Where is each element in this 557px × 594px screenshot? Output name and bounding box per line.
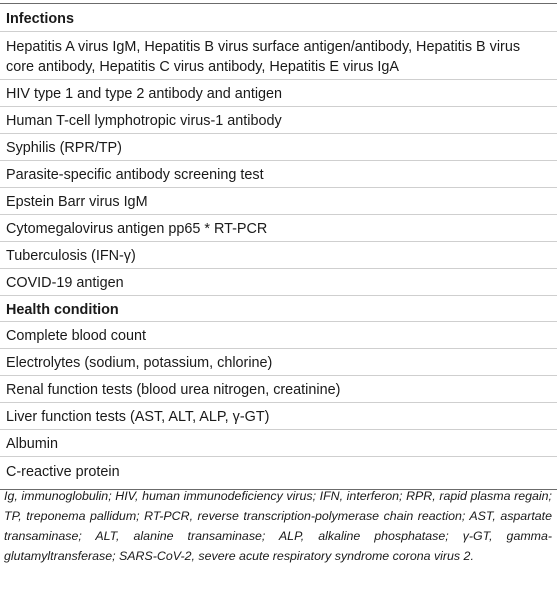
- table-footnote: Ig, immunoglobulin; HIV, human immunodeficiency virus; IFN, interferon; RPR, rapid plasma regain; TP, treponema pallidum; RT-PCR, reverse transcription-polymerase chain reaction; AST, aspartate transaminase; ALT, alanine transaminase; ALP, alkaline phosphatase; γ-GT, gamma-glutamyltransferase; SARS-CoV-2, severe acute respiratory syndrome corona virus 2.: [4, 489, 552, 563]
- table-row: Liver function tests (AST, ALT, ALP, γ-GT): [0, 403, 557, 430]
- table-row: Parasite-specific antibody screening test: [0, 161, 557, 188]
- table-row: Cytomegalovirus antigen pp65 * RT-PCR: [0, 215, 557, 242]
- table-row: Syphilis (RPR/TP): [0, 134, 557, 161]
- table-row: Complete blood count: [0, 322, 557, 349]
- table-row: COVID-19 antigen: [0, 269, 557, 296]
- section-heading-infections: Infections: [0, 4, 557, 32]
- table-row: C-reactive protein: [0, 457, 557, 490]
- table-row: Hepatitis A virus IgM, Hepatitis B virus surface antigen/antibody, Hepatitis B virus core antibody, Hepatitis C virus antibody, Hepatitis E virus IgA: [0, 32, 557, 80]
- section-heading-health-condition: Health condition: [0, 296, 557, 322]
- table-row: HIV type 1 and type 2 antibody and antigen: [0, 80, 557, 107]
- table-row: Albumin: [0, 430, 557, 457]
- table-row: Tuberculosis (IFN-γ): [0, 242, 557, 269]
- table-row: Human T-cell lymphotropic virus-1 antibody: [0, 107, 557, 134]
- table-row: Renal function tests (blood urea nitrogen, creatinine): [0, 376, 557, 403]
- table-row: Electrolytes (sodium, potassium, chlorine): [0, 349, 557, 376]
- table-row: Epstein Barr virus IgM: [0, 188, 557, 215]
